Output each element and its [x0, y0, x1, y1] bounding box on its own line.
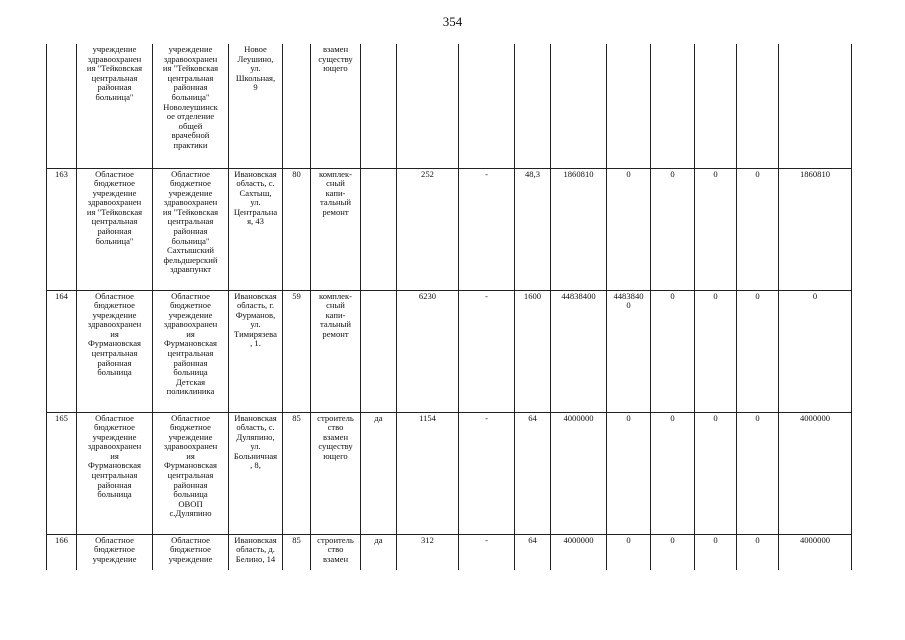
- cell-value: 64: [515, 534, 551, 570]
- cell-flag: да: [361, 534, 397, 570]
- cell-number: 165: [47, 412, 77, 534]
- cell-value: -: [459, 168, 515, 290]
- cell-work-type: строитель ство взамен: [311, 534, 361, 570]
- cell-value: 0: [651, 168, 695, 290]
- cell-value: 0: [779, 290, 852, 412]
- table-row: [47, 168, 852, 290]
- cell-flag: [361, 290, 397, 412]
- cell-value: 1860810: [551, 168, 607, 290]
- cell-value: [551, 44, 607, 168]
- cell-value: [459, 44, 515, 168]
- cell-value: 0: [695, 412, 737, 534]
- cell-value: [779, 44, 852, 168]
- cell-flag: [361, 168, 397, 290]
- cell-value: 0: [651, 290, 695, 412]
- cell-value: -: [459, 412, 515, 534]
- cell-value: [607, 44, 651, 168]
- cell-facility: учреждение здравоохранен ия "Тейковская центральная районная больница" Новолеушинск ое отделение общей врачебной практики: [153, 44, 229, 168]
- cell-value: -: [459, 534, 515, 570]
- cell-flag: да: [361, 412, 397, 534]
- cell-value: [737, 44, 779, 168]
- cell-number: 166: [47, 534, 77, 570]
- cell-address: Ивановская область, с. Дуляпино, ул. Больничная , 8,: [229, 412, 283, 534]
- cell-value: 80: [283, 168, 311, 290]
- cell-value: 0: [607, 534, 651, 570]
- cell-value: 1154: [397, 412, 459, 534]
- cell-value: 0: [695, 290, 737, 412]
- cell-value: 0: [607, 412, 651, 534]
- cell-value: 1860810: [779, 168, 852, 290]
- cell-value: [515, 44, 551, 168]
- cell-value: 4000000: [551, 412, 607, 534]
- cell-institution: Областное бюджетное учреждение: [77, 534, 153, 570]
- cell-value: 252: [397, 168, 459, 290]
- cell-value: 4000000: [779, 412, 852, 534]
- cell-number: 163: [47, 168, 77, 290]
- cell-value: 6230: [397, 290, 459, 412]
- table-row: [47, 412, 852, 534]
- cell-work-type: комплек- сный капи- тальный ремонт: [311, 168, 361, 290]
- cell-value: 0: [737, 534, 779, 570]
- cell-work-type: взамен существу ющего: [311, 44, 361, 168]
- cell-value: 0: [651, 534, 695, 570]
- cell-value: 0: [737, 290, 779, 412]
- cell-facility: Областное бюджетное учреждение здравоохранен ия Фурмановская центральная районная больница Детская поликлиника: [153, 290, 229, 412]
- cell-value: [283, 44, 311, 168]
- cell-value: 59: [283, 290, 311, 412]
- cell-value: [651, 44, 695, 168]
- cell-value: [695, 44, 737, 168]
- cell-address: Ивановская область, д. Белино, 14: [229, 534, 283, 570]
- cell-value: 0: [651, 412, 695, 534]
- cell-value: 85: [283, 412, 311, 534]
- cell-work-type: строитель ство взамен существу ющего: [311, 412, 361, 534]
- cell-address: Ивановская область, г. Фурманов, ул. Тимирязева , 1.: [229, 290, 283, 412]
- cell-value: 0: [607, 168, 651, 290]
- table-row: [47, 290, 852, 412]
- document-table: [46, 44, 852, 570]
- cell-value: 0: [695, 168, 737, 290]
- table-row: [47, 44, 852, 168]
- page-number: 354: [442, 14, 463, 29]
- cell-number: 164: [47, 290, 77, 412]
- cell-value: 4483840 0: [607, 290, 651, 412]
- cell-institution: учреждение здравоохранен ия "Тейковская центральная районная больница": [77, 44, 153, 168]
- cell-value: 4000000: [551, 534, 607, 570]
- cell-value: 85: [283, 534, 311, 570]
- cell-value: 1600: [515, 290, 551, 412]
- cell-value: 312: [397, 534, 459, 570]
- cell-flag: [361, 44, 397, 168]
- cell-value: 44838400: [551, 290, 607, 412]
- cell-value: 0: [737, 412, 779, 534]
- cell-address: Ивановская область, с. Сахтыш, ул. Центральна я, 43: [229, 168, 283, 290]
- cell-institution: Областное бюджетное учреждение здравоохранен ия Фурмановская центральная районная больница: [77, 412, 153, 534]
- cell-facility: Областное бюджетное учреждение: [153, 534, 229, 570]
- cell-value: 4000000: [779, 534, 852, 570]
- cell-facility: Областное бюджетное учреждение здравоохранен ия Фурмановская центральная районная больница ОВОП с.Дуляпино: [153, 412, 229, 534]
- cell-institution: Областное бюджетное учреждение здравоохранен ия Фурмановская центральная районная больница: [77, 290, 153, 412]
- cell-value: 64: [515, 412, 551, 534]
- cell-facility: Областное бюджетное учреждение здравоохранен ия "Тейковская центральная районная больница" Сахтышский фельдшерский здравпункт: [153, 168, 229, 290]
- cell-address: Новое Леушино, ул. Школьная, 9: [229, 44, 283, 168]
- cell-institution: Областное бюджетное учреждение здравоохранен ия "Тейковская центральная районная больница": [77, 168, 153, 290]
- cell-number: [47, 44, 77, 168]
- cell-value: 48,3: [515, 168, 551, 290]
- cell-work-type: комплек- сный капи- тальный ремонт: [311, 290, 361, 412]
- cell-value: 0: [695, 534, 737, 570]
- cell-value: -: [459, 290, 515, 412]
- cell-value: [397, 44, 459, 168]
- cell-value: 0: [737, 168, 779, 290]
- table-row: [47, 534, 852, 570]
